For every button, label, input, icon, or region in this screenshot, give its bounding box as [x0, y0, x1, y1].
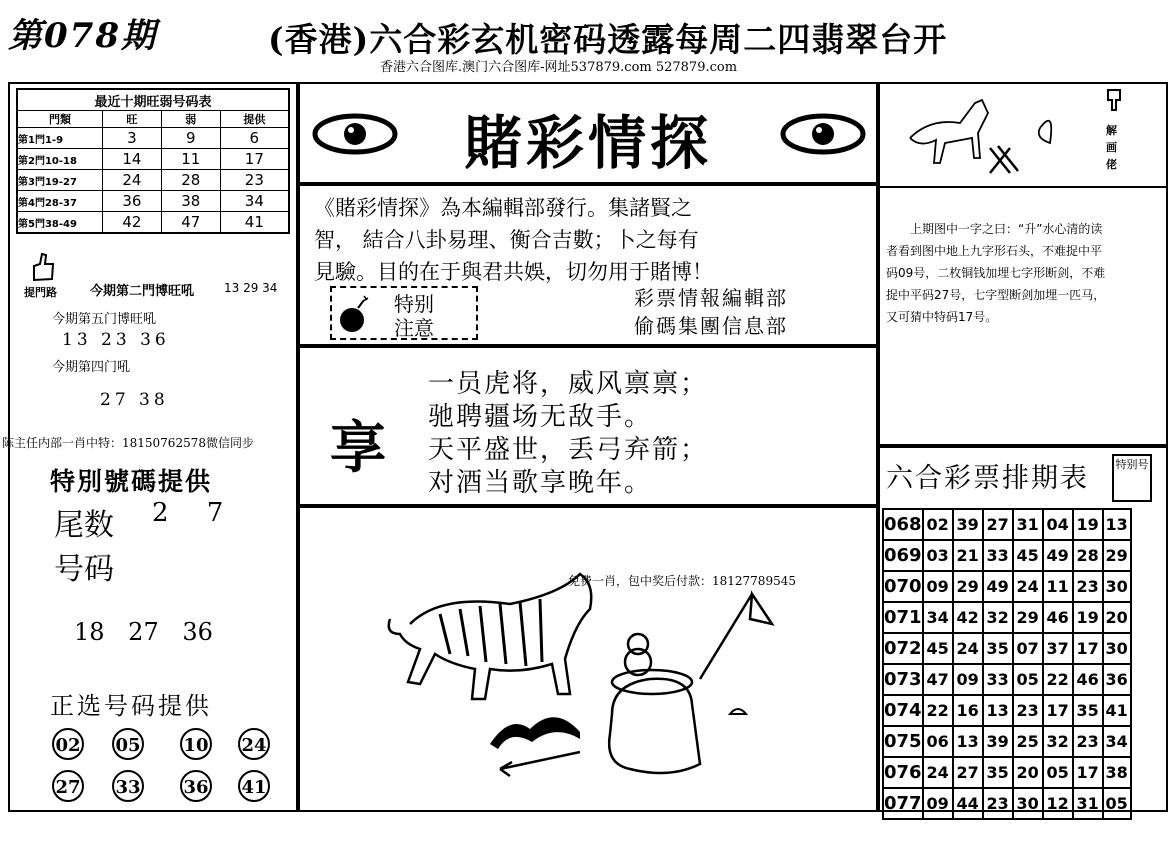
draw-number: 03 — [923, 540, 953, 571]
draw-number: 45 — [923, 633, 953, 664]
draw-number: 05 — [1043, 757, 1073, 788]
tip-label: 提門路 — [24, 286, 57, 299]
draw-table — [882, 508, 1132, 820]
cell: 9 — [161, 128, 220, 149]
draw-number: 39 — [953, 509, 983, 540]
pick-number: 10 — [180, 728, 212, 760]
draw-number: 07 — [1013, 633, 1043, 664]
code-label: 号码 — [54, 552, 114, 587]
side-label: 解画佬 — [1106, 124, 1117, 171]
cell: 24 — [103, 170, 162, 191]
draw-number: 46 — [1043, 602, 1073, 633]
headline: (香港)六合彩玄机密码透露每周二四翡翠台开 — [268, 20, 948, 59]
draw-number: 32 — [983, 602, 1013, 633]
draw-issue: 075 — [883, 726, 923, 757]
draw-number: 49 — [1043, 540, 1073, 571]
draw-number: 29 — [1013, 602, 1043, 633]
left-panel — [2, 82, 298, 812]
draw-schedule — [878, 446, 1168, 812]
draw-issue: 068 — [883, 509, 923, 540]
draw-number: 44 — [953, 788, 983, 819]
draw-number: 17 — [1073, 633, 1103, 664]
draw-number: 21 — [953, 540, 983, 571]
draw-row — [883, 540, 1131, 571]
cell: 42 — [103, 212, 162, 234]
col-header: 門類 — [17, 111, 103, 128]
draw-number: 02 — [923, 509, 953, 540]
draw-number: 27 — [953, 757, 983, 788]
draw-number: 09 — [923, 571, 953, 602]
draw-issue: 070 — [883, 571, 923, 602]
draw-number: 13 — [953, 726, 983, 757]
poem-line: 一员虎将，威风禀禀； — [428, 369, 709, 399]
draw-number: 16 — [953, 695, 983, 726]
pick-number: 41 — [238, 770, 270, 802]
tail-values: 2 7 — [152, 498, 224, 528]
table-row — [17, 128, 289, 149]
row-label: 第2門10-18 — [17, 149, 103, 170]
notice-line: 注意 — [394, 316, 434, 340]
pick-number: 24 — [238, 728, 270, 760]
notice-box — [330, 286, 478, 340]
draw-number: 47 — [923, 664, 953, 695]
draw-row — [883, 509, 1131, 540]
draw-issue: 074 — [883, 695, 923, 726]
draw-number: 23 — [983, 788, 1013, 819]
bomb-icon — [336, 294, 370, 334]
draw-number: 25 — [1013, 726, 1043, 757]
row-label: 第5門38-49 — [17, 212, 103, 234]
draw-number: 12 — [1043, 788, 1073, 819]
draw-row — [883, 788, 1131, 819]
cell: 41 — [220, 212, 289, 234]
cell: 17 — [220, 149, 289, 170]
row-label: 第4門28-37 — [17, 191, 103, 212]
divider — [880, 186, 1166, 188]
cell: 38 — [161, 191, 220, 212]
draw-number: 19 — [1073, 509, 1103, 540]
draw-special: 13 — [1103, 509, 1131, 540]
draw-number: 35 — [983, 757, 1013, 788]
cell: 34 — [220, 191, 289, 212]
draw-number: 09 — [923, 788, 953, 819]
special-header: 特别号 — [1112, 454, 1152, 502]
draw-special: 20 — [1103, 602, 1131, 633]
draw-row — [883, 664, 1131, 695]
thumbs-up-icon — [28, 252, 56, 282]
poem-line: 对酒当歌享晚年。 — [428, 468, 653, 498]
pick-number: 27 — [52, 770, 84, 802]
draw-number: 23 — [1073, 571, 1103, 602]
table-row — [17, 191, 289, 212]
draw-issue: 077 — [883, 788, 923, 819]
draw-special: 29 — [1103, 540, 1131, 571]
draw-number: 24 — [1013, 571, 1043, 602]
draw-number: 22 — [923, 695, 953, 726]
picks-title: 正选号码提供 — [50, 692, 212, 720]
draw-issue: 072 — [883, 633, 923, 664]
code-values: 18 27 36 — [74, 618, 213, 646]
poem-char: 享 — [330, 416, 386, 481]
draw-row — [883, 633, 1131, 664]
notice-line: 特别 — [394, 292, 434, 316]
poem-line: 驰聘疆场无敌手。 — [428, 402, 653, 432]
draw-number: 24 — [923, 757, 953, 788]
draw-row — [883, 602, 1131, 633]
cell: 3 — [103, 128, 162, 149]
pick-number: 02 — [52, 728, 84, 760]
draw-number: 22 — [1043, 664, 1073, 695]
recent-table — [16, 88, 290, 234]
draw-number: 45 — [1013, 540, 1043, 571]
draw-number: 23 — [1013, 695, 1043, 726]
draw-number: 28 — [1073, 540, 1103, 571]
poem-line: 天平盛世，丢弓弃箭； — [428, 435, 709, 465]
eye-icon — [778, 112, 868, 156]
fourth-door-label: 今期第四门吼 — [52, 360, 131, 375]
tiger-drawing — [380, 564, 820, 804]
cell: 11 — [161, 149, 220, 170]
table-row — [17, 170, 289, 191]
draw-issue: 073 — [883, 664, 923, 695]
draw-special: 34 — [1103, 726, 1131, 757]
draw-number: 31 — [1073, 788, 1103, 819]
draw-number: 29 — [953, 571, 983, 602]
draw-number: 31 — [1013, 509, 1043, 540]
draw-issue: 069 — [883, 540, 923, 571]
pick-number: 36 — [180, 770, 212, 802]
intro-line: 智， 結合八卦易理、衡合吉數；卜之每有 — [314, 228, 699, 252]
draw-number: 34 — [923, 602, 953, 633]
draw-number: 27 — [983, 509, 1013, 540]
intro-line: 見驗。目的在于與君共娛，切勿用于賭博！ — [314, 260, 713, 284]
draw-number: 04 — [1043, 509, 1073, 540]
col-header: 弱 — [161, 111, 220, 128]
draw-issue: 071 — [883, 602, 923, 633]
pick-number: 33 — [112, 770, 144, 802]
draw-special: 30 — [1103, 633, 1131, 664]
draw-number: 42 — [953, 602, 983, 633]
row-label: 第3門19-27 — [17, 170, 103, 191]
second-door-nums: 13 29 34 — [224, 281, 278, 295]
cell: 6 — [220, 128, 289, 149]
draw-title: 六合彩票排期表 — [886, 463, 1089, 494]
draw-number: 33 — [983, 664, 1013, 695]
draw-row — [883, 757, 1131, 788]
draw-special: 05 — [1103, 788, 1131, 819]
draw-special: 36 — [1103, 664, 1131, 695]
draw-number: 32 — [1043, 726, 1073, 757]
recent-table-caption: 最近十期旺弱号码表 — [17, 89, 289, 111]
cell: 28 — [161, 170, 220, 191]
draw-row — [883, 571, 1131, 602]
draw-number: 17 — [1073, 757, 1103, 788]
dept-line: 偷碼集團信息部 — [634, 314, 788, 338]
draw-number: 46 — [1073, 664, 1103, 695]
right-panel — [878, 82, 1168, 446]
col-header: 提供 — [220, 111, 289, 128]
draw-number: 05 — [1013, 664, 1043, 695]
cell: 47 — [161, 212, 220, 234]
poem — [428, 368, 708, 500]
draw-special: 38 — [1103, 757, 1131, 788]
table-row — [17, 149, 289, 170]
special-title: 特別號碼提供 — [50, 467, 213, 496]
issue-number: 第078期 — [8, 16, 157, 56]
draw-number: 35 — [983, 633, 1013, 664]
draw-number: 06 — [923, 726, 953, 757]
contact-line: 陈主任内部一肖中特：18150762578微信同步 — [2, 436, 254, 450]
draw-number: 09 — [953, 664, 983, 695]
row-label: 第1門1-9 — [17, 128, 103, 149]
table-row — [17, 212, 289, 234]
horse-sketch — [890, 88, 1080, 178]
draw-number: 11 — [1043, 571, 1073, 602]
cell: 23 — [220, 170, 289, 191]
title-banner — [298, 82, 878, 184]
site-line: 香港六合图库.澳门六合图库-网址537879.com 527879.com — [380, 60, 738, 75]
draw-number: 33 — [983, 540, 1013, 571]
fifth-door-label: 今期第五门博旺吼 — [52, 312, 157, 327]
draw-issue: 076 — [883, 757, 923, 788]
draw-number: 35 — [1073, 695, 1103, 726]
illustration-section — [298, 506, 878, 812]
poem-section — [298, 346, 878, 506]
draw-number: 24 — [953, 633, 983, 664]
draw-number: 23 — [1073, 726, 1103, 757]
intro-section — [298, 184, 878, 346]
free-tip: 免费一肖，包中奖后付款：18127789545 — [568, 574, 796, 588]
tail-label: 尾数 — [54, 508, 114, 543]
pointing-hand-icon — [1104, 88, 1124, 114]
draw-number: 13 — [983, 695, 1013, 726]
draw-number: 20 — [1013, 757, 1043, 788]
draw-number: 19 — [1073, 602, 1103, 633]
cell: 14 — [103, 149, 162, 170]
draw-number: 17 — [1043, 695, 1073, 726]
explanation: 上期图中一字之曰：“升”水心清的读者看到图中地上九字形石头，不难捉中平码09号，二枚铜钱加埋七字形断剑，不难捉中平码27号，七字型断剑加埋一匹马，又可猜中特码17号。 — [886, 222, 1106, 324]
cell: 36 — [103, 191, 162, 212]
pick-number: 05 — [112, 728, 144, 760]
draw-special: 41 — [1103, 695, 1131, 726]
draw-number: 39 — [983, 726, 1013, 757]
second-door-label: 今期第二門博旺吼 — [90, 284, 195, 299]
draw-row — [883, 726, 1131, 757]
draw-row — [883, 695, 1131, 726]
page-title: 賭彩情探 — [463, 109, 712, 177]
fifth-door-nums: 13 23 36 — [62, 330, 170, 350]
fourth-door-nums: 27 38 — [100, 390, 169, 410]
draw-special: 30 — [1103, 571, 1131, 602]
col-header: 旺 — [103, 111, 162, 128]
intro-line: 《賭彩情探》為本編輯部發行。集諸賢之 — [314, 196, 692, 220]
eye-icon — [310, 112, 400, 156]
draw-number: 49 — [983, 571, 1013, 602]
draw-number: 37 — [1043, 633, 1073, 664]
draw-number: 30 — [1013, 788, 1043, 819]
dept-line: 彩票情報編輯部 — [634, 286, 788, 310]
